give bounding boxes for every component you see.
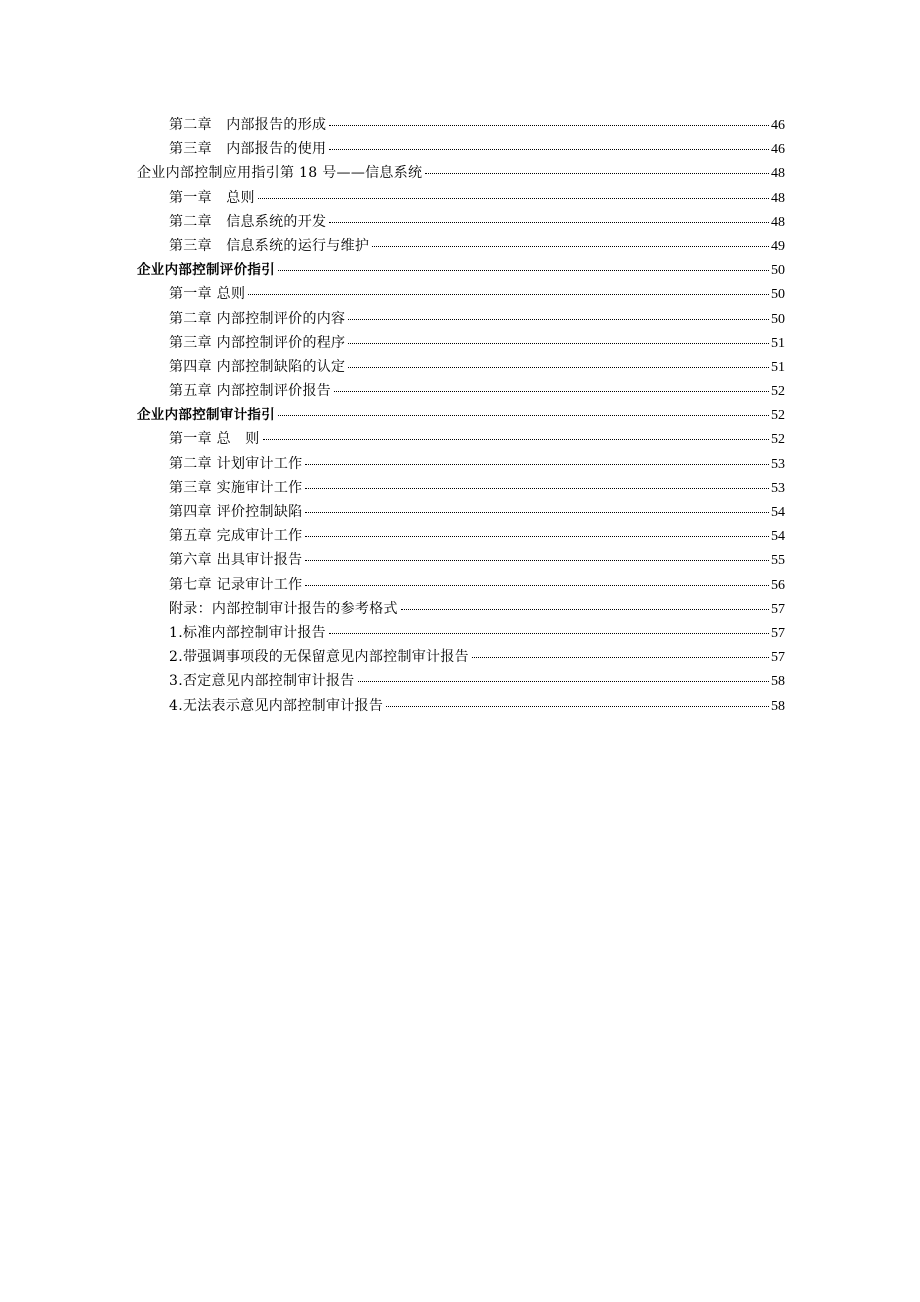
toc-entry-title: 第五章 内部控制评价报告 [169,383,332,400]
toc-entry[interactable] [137,476,785,500]
toc-entry[interactable] [137,427,785,451]
toc-dot-leader [372,245,769,247]
toc-entry-title: 第四章 评价控制缺陷 [169,504,303,520]
toc-entry-page: 57 [771,601,785,617]
toc-entry[interactable] [137,452,785,476]
toc-dot-leader [329,221,769,223]
toc-entry[interactable] [137,379,785,403]
toc-dot-leader [401,608,769,610]
toc-entry-page: 48 [771,190,785,206]
toc-entry-title: 第三章 内部报告的使用 [169,141,327,158]
toc-entry[interactable] [137,597,785,621]
toc-entry-page: 55 [771,553,785,569]
toc-dot-leader [258,197,769,199]
toc-dot-leader [305,487,769,489]
toc-entry[interactable] [137,500,785,524]
toc-entry-title: 第二章 计划审计工作 [169,455,303,472]
toc-entry-title: 第二章 信息系统的开发 [169,213,327,230]
toc-entry-title: 第四章 内部控制缺陷的认定 [169,358,346,375]
toc-entry[interactable] [137,524,785,548]
toc-entry-title: 第六章 出具审计报告 [169,552,303,569]
toc-entry[interactable] [137,355,785,379]
toc-dot-leader [329,124,769,126]
toc-entry-title: 企业内部控制审计指引 [137,407,275,424]
toc-entry-page: 56 [771,577,785,593]
toc-entry[interactable] [137,282,785,306]
toc-dot-leader [329,632,769,634]
toc-entry-page: 52 [771,432,785,448]
toc-dot-leader [425,172,769,174]
toc-entry-page: 54 [771,505,785,520]
toc-entry[interactable] [137,210,785,234]
toc-entry-page: 48 [771,166,785,182]
toc-entry[interactable] [137,645,785,669]
toc-entry[interactable] [137,694,785,718]
toc-dot-leader [329,148,769,150]
toc-entry-title: 第一章 总 则 [169,431,260,448]
toc-entry[interactable] [137,186,785,210]
toc-entry-title: 第五章 完成审计工作 [169,528,303,545]
toc-entry[interactable] [137,137,785,161]
toc-entry-page: 53 [771,456,785,472]
toc-entry-page: 57 [771,625,785,641]
toc-entry-page: 52 [771,384,785,400]
toc-entry-page: 53 [771,480,785,496]
toc-dot-leader [278,414,769,416]
toc-entry[interactable] [137,669,785,693]
toc-entry-page: 50 [771,287,785,303]
toc-dot-leader [305,535,769,537]
toc-section-entry[interactable] [137,258,785,282]
toc-entry-title: 第三章 内部控制评价的程序 [169,334,346,351]
toc-entry-title: 第二章 内部控制评价的内容 [169,310,346,327]
toc-entry-page: 46 [771,142,785,158]
toc-entry-page: 50 [771,311,785,327]
toc-dot-leader [348,366,769,368]
toc-dot-leader [386,705,769,707]
toc-dot-leader [358,680,769,682]
toc-entry-title: 第七章 记录审计工作 [169,576,303,593]
toc-entry-title: 第一章 总则 [169,286,246,303]
toc-entry-page: 50 [771,263,785,279]
toc-dot-leader [348,342,769,344]
toc-entry-title: 第三章 实施审计工作 [169,479,303,496]
toc-entry-title: 第二章 内部报告的形成 [169,117,327,133]
toc-entry[interactable] [137,307,785,331]
toc-entry-page: 49 [771,238,785,254]
toc-section-entry[interactable] [137,403,785,427]
toc-section-entry[interactable] [137,161,785,185]
toc-entry-title: 4.无法表示意见内部控制审计报告 [169,697,384,714]
toc-entry-title: 第三章 信息系统的运行与维护 [169,237,370,254]
toc-dot-leader [305,511,769,513]
toc-entry-page: 48 [771,214,785,230]
toc-entry-page: 54 [771,529,785,545]
toc-dot-leader [278,269,769,271]
toc-entry[interactable] [137,573,785,597]
toc-entry-page: 52 [771,408,785,424]
toc-entry-title: 1.标准内部控制审计报告 [169,624,326,641]
toc-dot-leader [472,656,769,658]
toc-entry-page: 51 [771,335,785,351]
toc-entry-title: 企业内部控制评价指引 [137,262,275,279]
toc-entry-page: 51 [771,359,785,375]
toc-dot-leader [305,584,769,586]
toc-entry[interactable] [137,234,785,258]
toc-dot-leader [348,318,769,320]
toc-dot-leader [263,438,769,440]
toc-entry-title: 企业内部控制应用指引第 18 号——信息系统 [137,165,423,182]
toc-entry[interactable] [137,113,785,137]
toc-entry[interactable] [137,548,785,572]
toc-entry-page: 58 [771,674,785,690]
toc-entry-title: 2.带强调事项段的无保留意见内部控制审计报告 [169,649,469,666]
toc-entry-page: 57 [771,650,785,666]
toc-entry-title: 附录：内部控制审计报告的参考格式 [169,600,398,617]
toc-entry-page: 46 [771,118,785,133]
table-of-contents [137,113,785,718]
toc-entry-title: 第一章 总则 [169,189,255,206]
toc-entry[interactable] [137,331,785,355]
toc-entry-page: 58 [771,698,785,714]
toc-entry[interactable] [137,621,785,645]
toc-dot-leader [334,390,769,392]
toc-dot-leader [248,293,769,295]
toc-entry-title: 3.否定意见内部控制审计报告 [169,673,355,690]
toc-dot-leader [305,463,769,465]
toc-dot-leader [305,559,769,561]
